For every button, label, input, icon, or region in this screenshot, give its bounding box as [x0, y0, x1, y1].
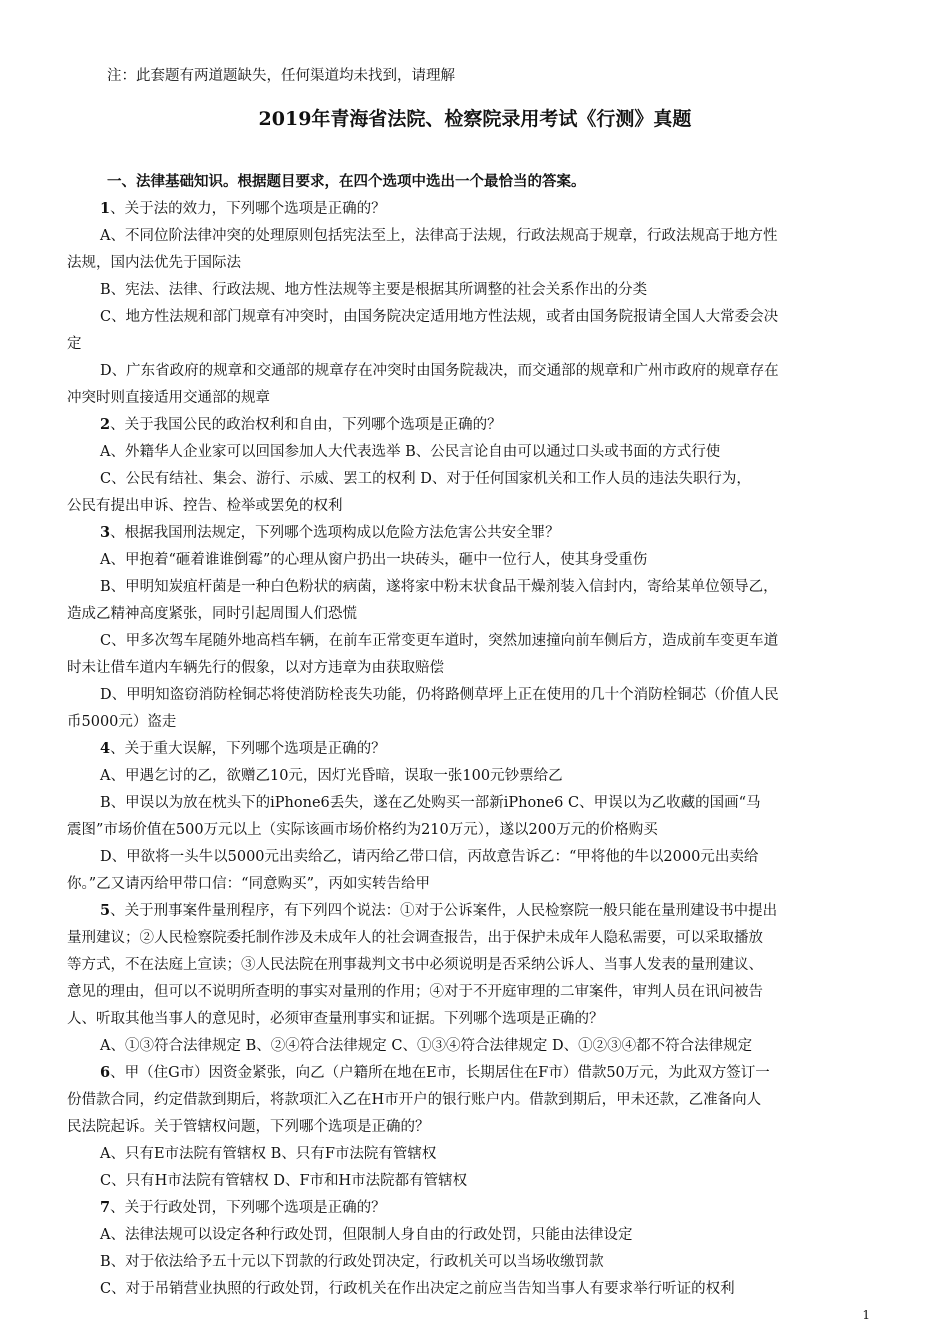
line-text: B、甲误以为放在枕头下的iPhone6丢失，遂在乙处购买一部新iPhone6 C、甲误以为乙收藏的国画“马 [100, 795, 761, 811]
question-line [100, 1252, 604, 1272]
question-stem [100, 1063, 770, 1083]
question-line [67, 874, 430, 894]
question-line [100, 469, 751, 489]
line-text: 法规，国内法优先于国际法 [67, 255, 241, 271]
question-line [67, 658, 444, 678]
line-text: 币5000元）盗走 [67, 714, 177, 730]
line-text: C、公民有结社、集会、游行、示威、罢工的权利 D、对于任何国家机关和工作人员的违法失职行为， [100, 471, 751, 487]
line-text: 、关于法的效力，下列哪个选项是正确的？ [110, 201, 386, 217]
line-text: A、不同位阶法律冲突的处理原则包括宪法至上，法律高于法规，行政法规高于规章，行政法规高于地方性 [100, 228, 778, 244]
line-text: A、①③符合法律规定 B、②④符合法律规定 C、①③④符合法律规定 D、①②③④都不符合法律规定 [100, 1038, 753, 1054]
line-text: A、甲遇乞讨的乙，欲赠乙10元，因灯光昏暗，误取一张100元钞票给乙 [100, 768, 563, 784]
line-text: B、对于依法给予五十元以下罚款的行政处罚决定，行政机关可以当场收缴罚款 [100, 1254, 604, 1270]
question-line [67, 604, 357, 624]
question-stem [100, 199, 386, 219]
line-text: C、甲多次驾车尾随外地高档车辆，在前车正常变更车道时，突然加速撞向前车侧后方，造成前车变更车道 [100, 633, 779, 649]
line-text: A、法律法规可以设定各种行政处罚，但限制人身自由的行政处罚，只能由法律设定 [100, 1227, 633, 1243]
line-text: D、甲欲将一头牛以5000元出卖给乙，请丙给乙带口信，丙故意告诉乙：“甲将他的牛以2000元出卖给 [100, 849, 759, 865]
question-line [67, 334, 82, 354]
question-line [100, 577, 778, 597]
page-title: 2019年青海省法院、检察院录用考试《行测》真题 [258, 108, 692, 130]
question-stem [100, 1198, 386, 1218]
line-text: 、关于行政处罚，下列哪个选项是正确的？ [110, 1200, 386, 1216]
line-text: 、根据我国刑法规定，下列哪个选项构成以危险方法危害公共安全罪？ [110, 525, 560, 541]
line-text: 人、听取其他当事人的意见时，必须审查量刑事实和证据。下列哪个选项是正确的？ [67, 1011, 604, 1027]
question-line [100, 280, 647, 300]
line-text: A、甲抱着“砸着谁谁倒霉”的心理从窗户扔出一块砖头，砸中一位行人，使其身受重伤 [100, 552, 648, 568]
question-number: 7 [100, 1199, 111, 1216]
question-line [100, 361, 779, 381]
question-line [67, 982, 763, 1002]
question-line [67, 928, 763, 948]
line-text: C、地方性法规和部门规章有冲突时，由国务院决定适用地方性法规，或者由国务院报请全国人大常委会决 [100, 309, 779, 325]
line-text: 震图”市场价值在500万元以上（实际该画市场价格约为210万元），遂以200万元的价格购买 [67, 822, 658, 838]
line-text: D、广东省政府的规章和交通部的规章存在冲突时由国务院裁决，而交通部的规章和广州市政府的规章存在 [100, 363, 779, 379]
line-text: 你。”乙又请丙给甲带口信：“同意购买”，丙如实转告给甲 [67, 876, 430, 892]
line-text: 时未让借车道内车辆先行的假象，以对方违章为由获取赔偿 [67, 660, 444, 676]
line-text: 等方式，不在法庭上宣读；③人民法院在刑事裁判文书中必须说明是否采纳公诉人、当事人发表的量刑建议、 [67, 957, 763, 973]
line-text: 、关于刑事案件量刑程序，有下列四个说法：①对于公诉案件，人民检察院一般只能在量刑建设书中提出 [110, 903, 778, 919]
line-text: 公民有提出申诉、控告、检举或罢免的权利 [67, 498, 343, 514]
question-line [67, 820, 658, 840]
line-text: 民法院起诉。关于管辖权问题，下列哪个选项是正确的？ [67, 1119, 430, 1135]
line-text: 冲突时则直接适用交通部的规章 [67, 390, 270, 406]
line-text: D、甲明知盗窃消防栓铜芯将使消防栓丧失功能，仍将路侧草坪上正在使用的几十个消防栓铜芯（价值人民 [100, 687, 779, 703]
section-heading: 一、法律基础知识。根据题目要求，在四个选项中选出一个最恰当的答案。 [107, 173, 586, 190]
question-stem [100, 739, 386, 759]
question-stem [100, 901, 777, 921]
question-line [67, 388, 270, 408]
line-text: 意见的理由，但可以不说明所查明的事实对量刑的作用；④对于不开庭审理的二审案件，审判人员在讯问被告 [67, 984, 763, 1000]
question-line [100, 685, 779, 705]
question-line [67, 955, 763, 975]
question-number: 4 [100, 740, 111, 757]
question-line [100, 550, 647, 570]
question-line [100, 1036, 752, 1056]
line-text: 定 [67, 336, 82, 352]
question-line [100, 766, 563, 786]
line-text: B、宪法、法律、行政法规、地方性法规等主要是根据其所调整的社会关系作出的分类 [100, 282, 648, 298]
line-text: 、关于重大误解，下列哪个选项是正确的？ [110, 741, 386, 757]
question-line [67, 712, 176, 732]
line-text: C、只有H市法院有管辖权 D、F市和H市法院都有管辖权 [100, 1173, 468, 1189]
line-text: C、对于吊销营业执照的行政处罚，行政机关在作出决定之前应当告知当事人有要求举行听证的权利 [100, 1281, 735, 1297]
question-line [67, 253, 241, 273]
question-number: 2 [100, 416, 111, 433]
question-line [100, 226, 777, 246]
question-line [67, 1009, 604, 1029]
line-text: B、甲明知炭疽杆菌是一种白色粉状的病菌，遂将家中粉末状食品干燥剂装入信封内，寄给某单位领导乙， [100, 579, 778, 595]
line-text: 份借款合同，约定借款到期后，将款项汇入乙在H市开户的银行账户内。借款到期后，甲未还款，乙准备向人 [67, 1092, 762, 1108]
line-text: 、甲（住G市）因资金紧张，向乙（户籍所在地在E市，长期居住在F市）借款50万元，为此双方签订一 [110, 1065, 770, 1081]
note-text: 注：此套题有两道题缺失，任何渠道均未找到，请理解 [107, 68, 455, 84]
question-line [100, 1171, 467, 1191]
question-line [100, 847, 758, 867]
question-line [100, 631, 778, 651]
question-line [67, 496, 343, 516]
question-line [100, 1225, 632, 1245]
line-text: A、外籍华人企业家可以回国参加人大代表选举 B、公民言论自由可以通过口头或书面的方式行使 [100, 444, 721, 460]
line-text: 、关于我国公民的政治权利和自由，下列哪个选项是正确的？ [110, 417, 502, 433]
question-number: 6 [100, 1064, 111, 1081]
question-line [67, 1090, 761, 1110]
line-text: A、只有E市法院有管辖权 B、只有F市法院有管辖权 [100, 1146, 437, 1162]
question-line [100, 307, 778, 327]
question-number: 5 [100, 902, 111, 919]
question-line [100, 793, 760, 813]
question-stem [100, 415, 502, 435]
question-line [100, 442, 720, 462]
question-number: 3 [100, 524, 111, 541]
question-line [67, 1117, 430, 1137]
line-text: 量刑建议；②人民检察院委托制作涉及未成年人的社会调查报告，出于保护未成年人隐私需要，可以采取播放 [67, 930, 763, 946]
page-number: 1 [862, 1308, 870, 1322]
line-text: 造成乙精神高度紧张，同时引起周围人们恐慌 [67, 606, 357, 622]
question-line [100, 1279, 735, 1299]
question-number: 1 [100, 200, 111, 217]
question-line [100, 1144, 436, 1164]
question-stem [100, 523, 560, 543]
